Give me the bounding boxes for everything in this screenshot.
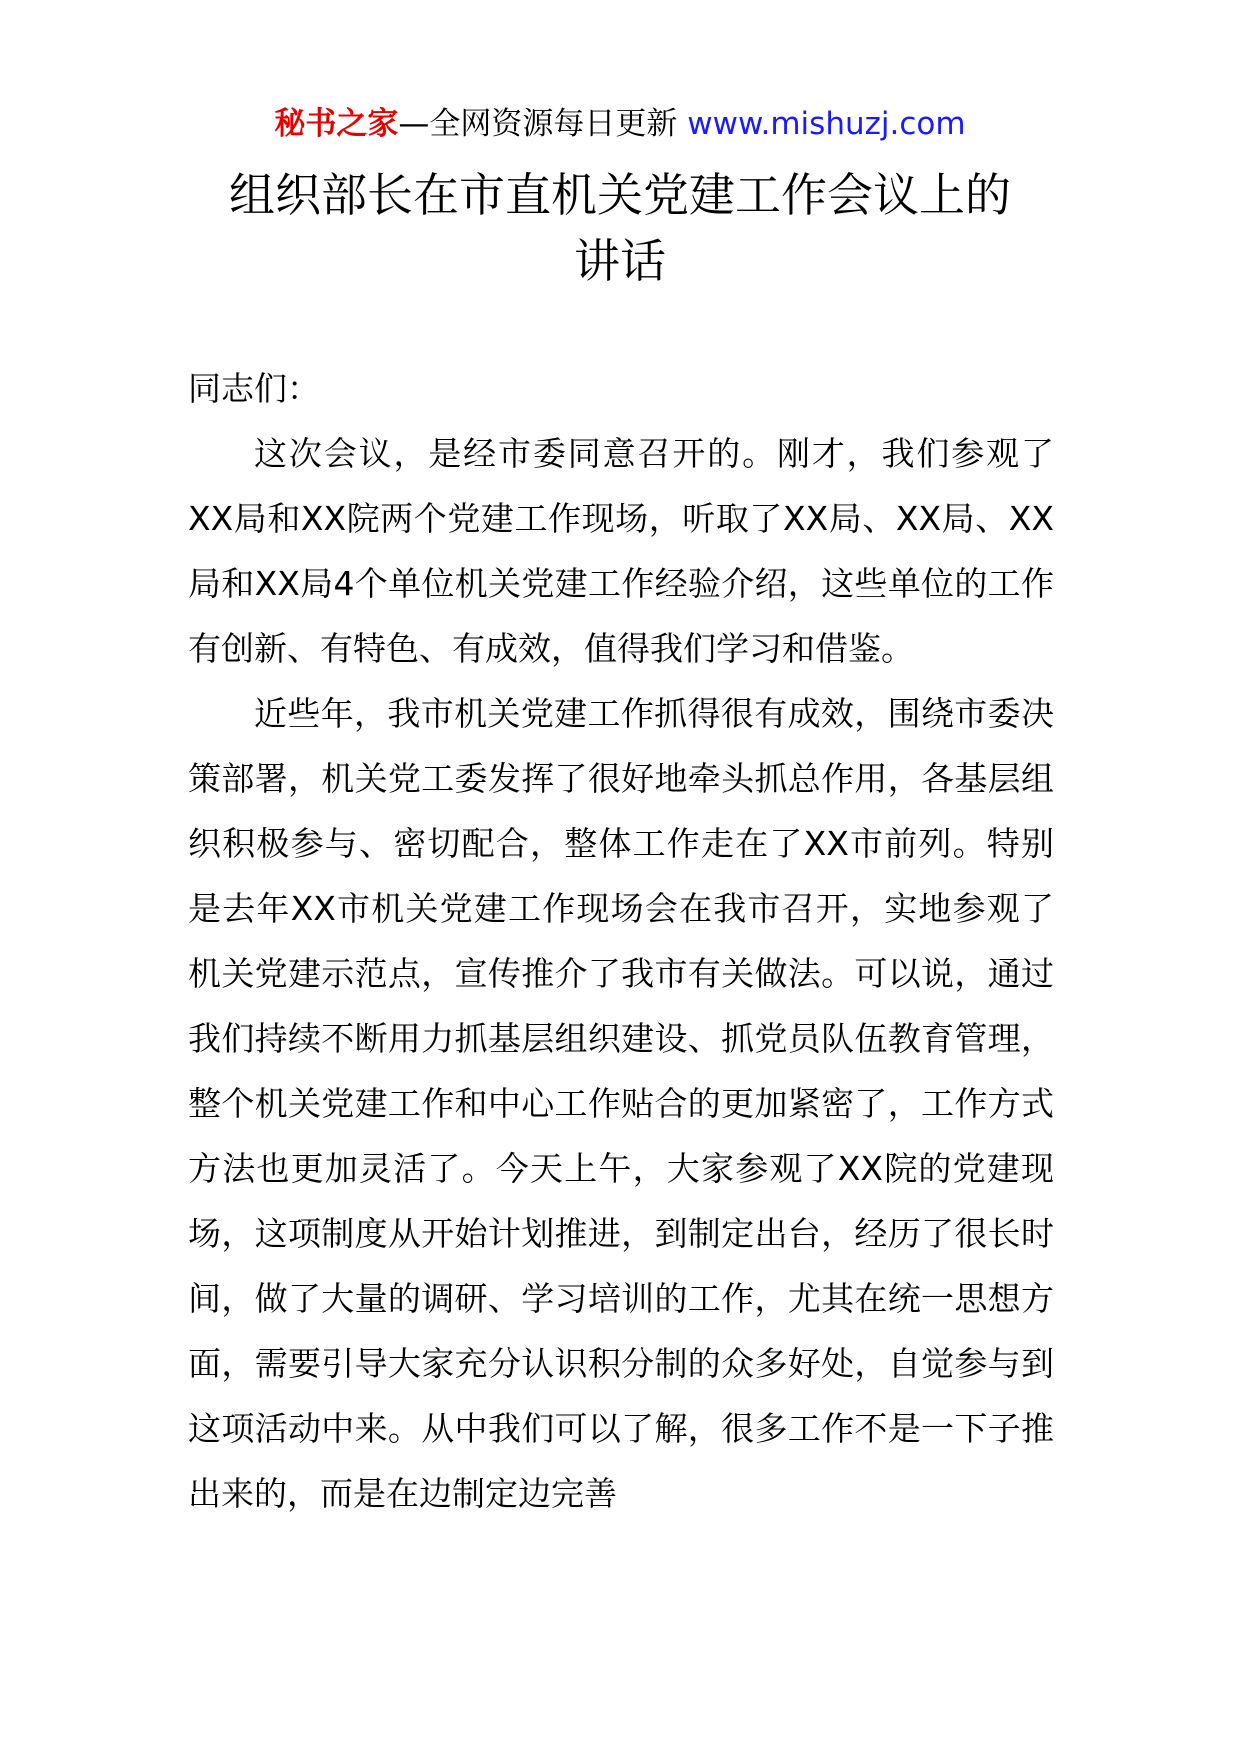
site-url-link[interactable]: www.mishuzj.com — [687, 106, 966, 142]
document-body — [188, 356, 1054, 1526]
greeting: 同志们： — [188, 369, 320, 408]
body-paragraph-1: 这次会议，是经市委同意召开的。刚才，我们参观了XX局和XX院两个党建工作现场，听取了XX局、XX局、XX局和XX局4个单位机关党建工作经验介绍，这些单位的工作有创新、有特色、有成效，值得我们学习和借鉴。 — [188, 434, 1054, 668]
body-paragraph-2: 近些年，我市机关党建工作抓得很有成效，围绕市委决策部署，机关党工委发挥了很好地牵头抓总作用，各基层组织积极参与、密切配合，整体工作走在了XX市前列。特别是去年XX市机关党建工作现场会在我市召开，实地参观了机关党建示范点，宣传推介了我市有关做法。可以说，通过我们持续不断用力抓基层组织建设、抓党员队伍教育管理，整个机关党建工作和中心工作贴合的更加紧密了，工作方式方法也更加灵活了。今天上午，大家参观了XX院的党建现场，这项制度从开始计划推进，到制定出台，经历了很长时间，做了大量的调研、学习培训的工作，尤其在统一思想方面，需要引导大家充分认识积分制的众多好处，自觉参与到这项活动中来。从中我们可以了解，很多工作不是一下子推出来的，而是在边制定边完善 — [188, 694, 1054, 1513]
site-tagline: —全网资源每日更新 — [398, 106, 688, 142]
document-title — [150, 162, 1090, 294]
site-header — [0, 100, 1240, 148]
document-title-line-1: 组织部长在市直机关党建工作会议上的 — [229, 168, 1011, 222]
site-brand: 秘书之家 — [274, 106, 399, 142]
document-title-line-2: 讲话 — [574, 234, 666, 288]
